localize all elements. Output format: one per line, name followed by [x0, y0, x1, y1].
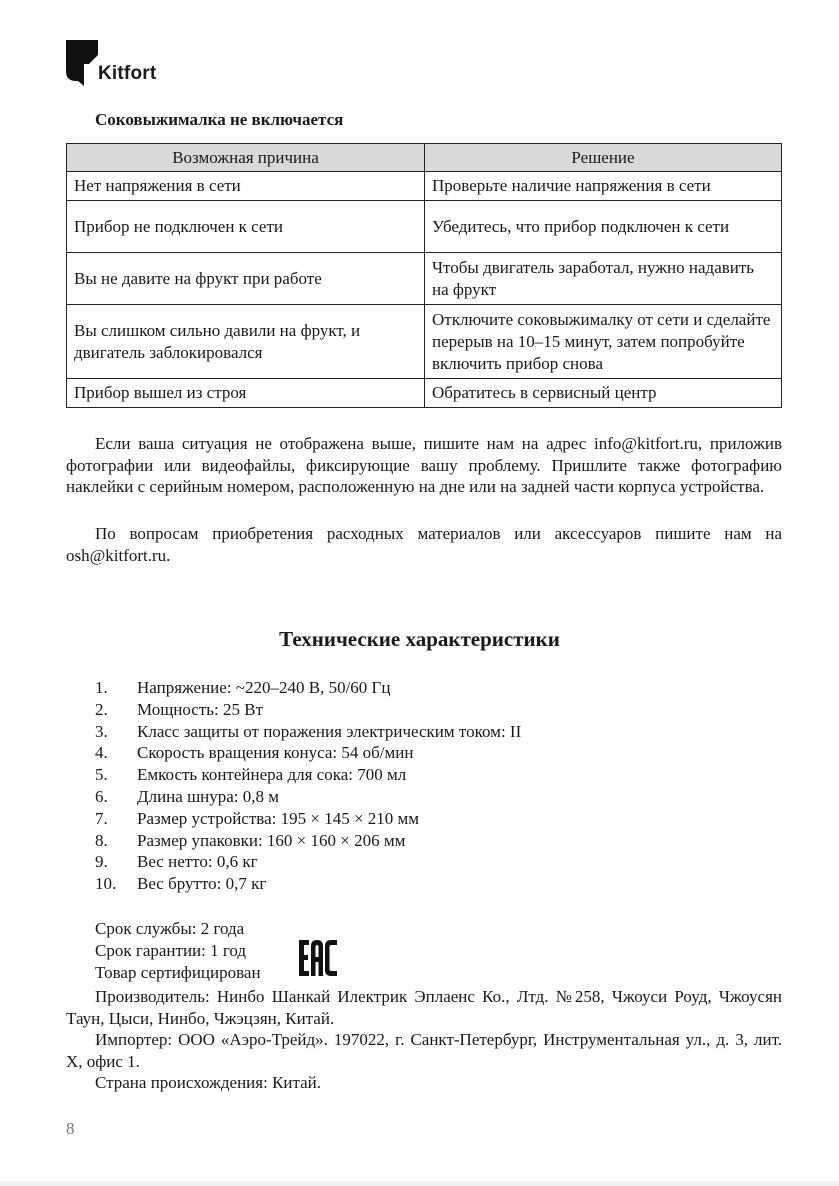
solution-cell: Отключите соковыжималку от сети и сделайте перерыв на 10–15 минут, затем попробуйте включить прибор снова — [425, 305, 782, 379]
table-row — [67, 172, 782, 201]
table-row — [67, 305, 782, 379]
troubleshooting-table — [66, 143, 782, 408]
list-item: 9. Вес нетто: 0,6 кг — [95, 852, 258, 872]
solution-cell: Убедитесь, что прибор подключен к сети — [425, 201, 782, 253]
eac-certification-icon — [298, 938, 338, 978]
specs-list — [95, 677, 521, 895]
list-item: 2. Мощность: 25 Вт — [95, 699, 264, 719]
brand-name: Kitfort — [98, 63, 157, 84]
certified-label: Товар сертифицирован — [95, 963, 261, 982]
table-header-row — [67, 144, 782, 172]
solution-cell: Обратитесь в сервисный центр — [425, 379, 782, 408]
list-item: 5. Емкость контейнера для сока: 700 мл — [95, 765, 407, 785]
table-row — [67, 379, 782, 408]
service-life: Срок службы: 2 года — [95, 919, 245, 938]
list-item: 4. Скорость вращения конуса: 54 об/мин — [95, 743, 414, 763]
specs-title: Технические характеристики — [279, 627, 560, 651]
header-cause: Возможная причина — [67, 144, 425, 172]
list-item: 1. Напряжение: ~220–240 В, 50/60 Гц — [95, 678, 391, 697]
page-number: 8 — [66, 1119, 75, 1138]
list-item: 3. Класс защиты от поражения электрическим током: II — [95, 721, 522, 741]
cause-cell: Прибор вышел из строя — [67, 379, 425, 408]
kitfort-logo — [66, 40, 156, 86]
header-solution: Решение — [425, 144, 782, 172]
cause-cell: Нет напряжения в сети — [67, 172, 425, 201]
list-item: 6. Длина шнура: 0,8 м — [95, 786, 280, 806]
bottom-divider — [0, 1181, 839, 1186]
kitfort-logo-icon — [66, 40, 100, 86]
cause-cell: Прибор не подключен к сети — [67, 201, 425, 253]
table-row — [67, 253, 782, 305]
troubleshooting-title: Соковыжималка не включается — [95, 110, 344, 129]
warranty: Срок гарантии: 1 год — [95, 941, 247, 960]
solution-cell: Чтобы двигатель заработал, нужно надавить на фрукт — [425, 253, 782, 305]
accessories-paragraph: По вопросам приобретения расходных материалов или аксессуаров пишите нам на osh@kitfort.ru. — [66, 524, 782, 565]
list-item: 8. Размер упаковки: 160 × 160 × 206 мм — [95, 830, 406, 850]
solution-cell: Проверьте наличие напряжения в сети — [425, 172, 782, 201]
contact-paragraph: Если ваша ситуация не отображена выше, пишите нам на адрес info@kitfort.ru, приложив фотографии или видеофайлы, фиксирующие вашу проблему. Пришлите также фотографию наклейки с серийным номером, расположенную на дне или на задней части корпуса устройства. — [66, 434, 782, 496]
cause-cell: Вы слишком сильно давили на фрукт, и двигатель заблокировался — [67, 305, 425, 379]
manufacturer: Производитель: Нинбо Шанкай Илектрик Эплаенс Ко., Лтд. №258, Чжоуси Роуд, Чжоусян Таун, Цыси, Нинбо, Чжэцзян, Китай. — [66, 987, 782, 1028]
importer: Импортер: ООО «Аэро-Трейд». 197022, г. Санкт-Петербург, Инструментальная ул., д. 3, лит. Х, офис 1. — [66, 1030, 782, 1071]
list-item: 7. Размер устройства: 195 × 145 × 210 мм — [95, 808, 420, 828]
table-row — [67, 201, 782, 253]
origin: Страна происхождения: Китай. — [95, 1073, 322, 1092]
list-item: 10. Вес брутто: 0,7 кг — [95, 874, 267, 894]
cause-cell: Вы не давите на фрукт при работе — [67, 253, 425, 305]
